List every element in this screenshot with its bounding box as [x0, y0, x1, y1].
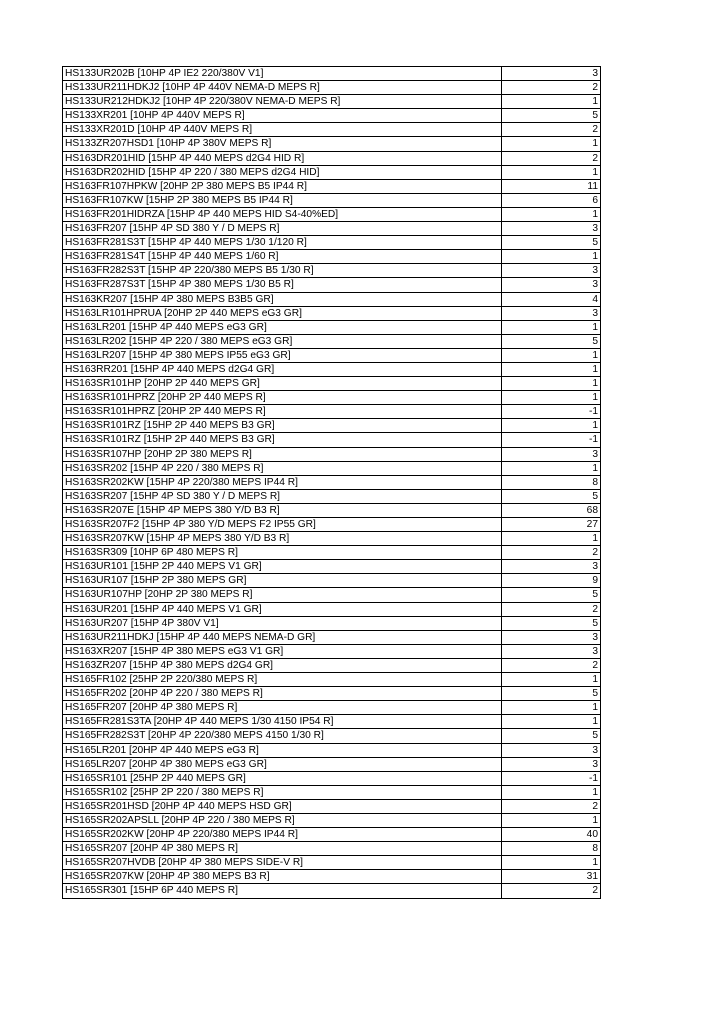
table-row	[63, 123, 601, 137]
quantity-cell: 1	[502, 715, 601, 729]
table-row	[63, 870, 601, 884]
table-row	[63, 334, 601, 348]
product-description-cell: HS163FR287S3T [15HP 4P 380 MEPS 1/30 B5 R]	[63, 278, 502, 292]
table-row	[63, 405, 601, 419]
quantity-cell: 1	[502, 320, 601, 334]
product-description-cell: HS163FR107KW [15HP 2P 380 MEPS B5 IP44 R]	[63, 193, 502, 207]
quantity-cell: 3	[502, 743, 601, 757]
quantity-cell: 5	[502, 588, 601, 602]
table-row	[63, 207, 601, 221]
quantity-cell: 1	[502, 137, 601, 151]
quantity-cell: 2	[502, 602, 601, 616]
table-row	[63, 546, 601, 560]
product-description-cell: HS163SR309 [10HP 6P 480 MEPS R]	[63, 546, 502, 560]
product-description-cell: HS163FR207 [15HP 4P SD 380 Y / D MEPS R]	[63, 222, 502, 236]
quantity-cell: 9	[502, 574, 601, 588]
product-description-cell: HS163FR281S3T [15HP 4P 440 MEPS 1/30 1/120 R]	[63, 236, 502, 250]
quantity-cell: 1	[502, 419, 601, 433]
product-description-cell: HS163ZR207 [15HP 4P 380 MEPS d2G4 GR]	[63, 658, 502, 672]
product-description-cell: HS163LR207 [15HP 4P 380 MEPS IP55 eG3 GR]	[63, 348, 502, 362]
table-row	[63, 588, 601, 602]
product-description-cell: HS165SR101 [25HP 2P 440 MEPS GR]	[63, 771, 502, 785]
table-row	[63, 701, 601, 715]
quantity-cell: 1	[502, 348, 601, 362]
table-row	[63, 715, 601, 729]
quantity-cell: 1	[502, 362, 601, 376]
product-description-cell: HS163KR207 [15HP 4P 380 MEPS B3B5 GR]	[63, 292, 502, 306]
table-row	[63, 193, 601, 207]
quantity-cell: 5	[502, 334, 601, 348]
table-row	[63, 785, 601, 799]
table-row	[63, 320, 601, 334]
product-description-cell: HS163SR101RZ [15HP 2P 440 MEPS B3 GR]	[63, 419, 502, 433]
quantity-cell: 31	[502, 870, 601, 884]
quantity-cell: 5	[502, 687, 601, 701]
table-row	[63, 362, 601, 376]
table-row	[63, 81, 601, 95]
product-description-cell: HS165SR207HVDB [20HP 4P 380 MEPS SIDE-V R]	[63, 856, 502, 870]
table-row	[63, 250, 601, 264]
product-description-cell: HS163LR202 [15HP 4P 220 / 380 MEPS eG3 GR]	[63, 334, 502, 348]
product-description-cell: HS163UR211HDKJ [15HP 4P 440 MEPS NEMA-D GR]	[63, 630, 502, 644]
quantity-cell: -1	[502, 405, 601, 419]
product-description-cell: HS163LR101HPRUA [20HP 2P 440 MEPS eG3 GR]	[63, 306, 502, 320]
quantity-cell: 27	[502, 518, 601, 532]
product-description-cell: HS163SR207 [15HP 4P SD 380 Y / D MEPS R]	[63, 489, 502, 503]
quantity-cell: 5	[502, 729, 601, 743]
table-row	[63, 433, 601, 447]
quantity-cell: 1	[502, 207, 601, 221]
quantity-cell: 2	[502, 799, 601, 813]
product-description-cell: HS165LR201 [20HP 4P 440 MEPS eG3 R]	[63, 743, 502, 757]
product-description-cell: HS163SR101HPRZ [20HP 2P 440 MEPS R]	[63, 391, 502, 405]
table-row	[63, 856, 601, 870]
product-description-cell: HS163LR201 [15HP 4P 440 MEPS eG3 GR]	[63, 320, 502, 334]
product-description-cell: HS163XR207 [15HP 4P 380 MEPS eG3 V1 GR]	[63, 644, 502, 658]
product-description-cell: HS163SR207KW [15HP 4P MEPS 380 Y/D B3 R]	[63, 532, 502, 546]
product-description-cell: HS163SR101RZ [15HP 2P 440 MEPS B3 GR]	[63, 433, 502, 447]
table-row	[63, 489, 601, 503]
quantity-cell: 3	[502, 306, 601, 320]
product-description-cell: HS163UR107HP [20HP 2P 380 MEPS R]	[63, 588, 502, 602]
table-row	[63, 842, 601, 856]
quantity-cell: 5	[502, 489, 601, 503]
product-description-cell: HS165SR202APSLL [20HP 4P 220 / 380 MEPS R]	[63, 813, 502, 827]
product-description-cell: HS163FR282S3T [15HP 4P 220/380 MEPS B5 1/30 R]	[63, 264, 502, 278]
quantity-cell: 1	[502, 165, 601, 179]
table-row	[63, 348, 601, 362]
quantity-cell: 3	[502, 278, 601, 292]
product-description-cell: HS163UR201 [15HP 4P 440 MEPS V1 GR]	[63, 602, 502, 616]
quantity-cell: 1	[502, 391, 601, 405]
quantity-cell: 1	[502, 701, 601, 715]
product-description-cell: HS163FR201HIDRZA [15HP 4P 440 MEPS HID S4-40%ED]	[63, 207, 502, 221]
quantity-cell: 40	[502, 828, 601, 842]
product-description-cell: HS163SR207F2 [15HP 4P 380 Y/D MEPS F2 IP55 GR]	[63, 518, 502, 532]
table-row	[63, 419, 601, 433]
table-row	[63, 165, 601, 179]
table-row	[63, 884, 601, 898]
quantity-cell: 5	[502, 236, 601, 250]
quantity-cell: -1	[502, 433, 601, 447]
table-row	[63, 743, 601, 757]
quantity-cell: 1	[502, 95, 601, 109]
quantity-cell: 3	[502, 757, 601, 771]
quantity-cell: 8	[502, 475, 601, 489]
table-row	[63, 602, 601, 616]
table-row	[63, 687, 601, 701]
product-description-cell: HS165SR102 [25HP 2P 220 / 380 MEPS R]	[63, 785, 502, 799]
quantity-cell: 2	[502, 151, 601, 165]
product-description-cell: HS163SR207E [15HP 4P MEPS 380 Y/D B3 R]	[63, 503, 502, 517]
quantity-cell: -1	[502, 771, 601, 785]
inventory-table	[62, 66, 601, 899]
table-row	[63, 771, 601, 785]
quantity-cell: 5	[502, 616, 601, 630]
quantity-cell: 1	[502, 856, 601, 870]
table-row	[63, 179, 601, 193]
quantity-cell: 4	[502, 292, 601, 306]
product-description-cell: HS165FR281S3TA [20HP 4P 440 MEPS 1/30 4150 IP54 R]	[63, 715, 502, 729]
quantity-cell: 3	[502, 222, 601, 236]
table-row	[63, 813, 601, 827]
product-description-cell: HS163SR202KW [15HP 4P 220/380 MEPS IP44 R]	[63, 475, 502, 489]
product-description-cell: HS163UR207 [15HP 4P 380V V1]	[63, 616, 502, 630]
table-row	[63, 729, 601, 743]
table-row	[63, 673, 601, 687]
product-description-cell: HS163UR107 [15HP 2P 380 MEPS GR]	[63, 574, 502, 588]
product-description-cell: HS165FR102 [25HP 2P 220/380 MEPS R]	[63, 673, 502, 687]
product-description-cell: HS163FR107HPKW [20HP 2P 380 MEPS B5 IP44 R]	[63, 179, 502, 193]
product-description-cell: HS165FR282S3T [20HP 4P 220/380 MEPS 4150 1/30 R]	[63, 729, 502, 743]
table-row	[63, 137, 601, 151]
quantity-cell: 8	[502, 842, 601, 856]
product-description-cell: HS163SR101HPRZ [20HP 2P 440 MEPS R]	[63, 405, 502, 419]
product-description-cell: HS163RR201 [15HP 4P 440 MEPS d2G4 GR]	[63, 362, 502, 376]
table-row	[63, 447, 601, 461]
table-row	[63, 264, 601, 278]
quantity-cell: 1	[502, 813, 601, 827]
quantity-cell: 2	[502, 658, 601, 672]
table-row	[63, 799, 601, 813]
quantity-cell: 6	[502, 193, 601, 207]
table-row	[63, 475, 601, 489]
quantity-cell: 2	[502, 884, 601, 898]
product-description-cell: HS163SR202 [15HP 4P 220 / 380 MEPS R]	[63, 461, 502, 475]
product-description-cell: HS165SR201HSD [20HP 4P 440 MEPS HSD GR]	[63, 799, 502, 813]
table-row	[63, 236, 601, 250]
product-description-cell: HS163FR281S4T [15HP 4P 440 MEPS 1/60 R]	[63, 250, 502, 264]
table-row	[63, 532, 601, 546]
table-row	[63, 278, 601, 292]
quantity-cell: 2	[502, 546, 601, 560]
quantity-cell: 3	[502, 447, 601, 461]
quantity-cell: 1	[502, 250, 601, 264]
table-row	[63, 644, 601, 658]
quantity-cell: 3	[502, 630, 601, 644]
table-row	[63, 616, 601, 630]
table-row	[63, 828, 601, 842]
table-row	[63, 151, 601, 165]
table-row	[63, 461, 601, 475]
product-description-cell: HS165LR207 [20HP 4P 380 MEPS eG3 GR]	[63, 757, 502, 771]
table-row	[63, 377, 601, 391]
table-row	[63, 757, 601, 771]
product-description-cell: HS163DR201HID [15HP 4P 440 MEPS d2G4 HID R]	[63, 151, 502, 165]
quantity-cell: 1	[502, 532, 601, 546]
quantity-cell: 2	[502, 123, 601, 137]
quantity-cell: 68	[502, 503, 601, 517]
quantity-cell: 3	[502, 644, 601, 658]
product-description-cell: HS133UR211HDKJ2 [10HP 4P 440V NEMA-D MEPS R]	[63, 81, 502, 95]
product-description-cell: HS165FR207 [20HP 4P 380 MEPS R]	[63, 701, 502, 715]
product-description-cell: HS165SR207KW [20HP 4P 380 MEPS B3 R]	[63, 870, 502, 884]
product-description-cell: HS133UR202B [10HP 4P IE2 220/380V V1]	[63, 67, 502, 81]
product-description-cell: HS165FR202 [20HP 4P 220 / 380 MEPS R]	[63, 687, 502, 701]
quantity-cell: 1	[502, 785, 601, 799]
table-row	[63, 222, 601, 236]
quantity-cell: 3	[502, 67, 601, 81]
product-description-cell: HS133XR201 [10HP 4P 440V MEPS R]	[63, 109, 502, 123]
table-row	[63, 109, 601, 123]
table-row	[63, 95, 601, 109]
quantity-cell: 5	[502, 109, 601, 123]
quantity-cell: 11	[502, 179, 601, 193]
quantity-cell: 3	[502, 264, 601, 278]
inventory-sheet	[62, 66, 600, 899]
table-row	[63, 306, 601, 320]
product-description-cell: HS133ZR207HSD1 [10HP 4P 380V MEPS R]	[63, 137, 502, 151]
table-row	[63, 518, 601, 532]
quantity-cell: 2	[502, 81, 601, 95]
table-row	[63, 658, 601, 672]
product-description-cell: HS165SR202KW [20HP 4P 220/380 MEPS IP44 R]	[63, 828, 502, 842]
product-description-cell: HS165SR207 [20HP 4P 380 MEPS R]	[63, 842, 502, 856]
product-description-cell: HS133UR212HDKJ2 [10HP 4P 220/380V NEMA-D MEPS R]	[63, 95, 502, 109]
table-row	[63, 560, 601, 574]
quantity-cell: 1	[502, 461, 601, 475]
table-row	[63, 574, 601, 588]
product-description-cell: HS163UR101 [15HP 2P 440 MEPS V1 GR]	[63, 560, 502, 574]
product-description-cell: HS133XR201D [10HP 4P 440V MEPS R]	[63, 123, 502, 137]
product-description-cell: HS165SR301 [15HP 6P 440 MEPS R]	[63, 884, 502, 898]
product-description-cell: HS163DR202HID [15HP 4P 220 / 380 MEPS d2G4 HID]	[63, 165, 502, 179]
quantity-cell: 1	[502, 673, 601, 687]
product-description-cell: HS163SR107HP [20HP 2P 380 MEPS R]	[63, 447, 502, 461]
product-description-cell: HS163SR101HP [20HP 2P 440 MEPS GR]	[63, 377, 502, 391]
inventory-table-body	[63, 67, 601, 899]
table-row	[63, 391, 601, 405]
table-row	[63, 292, 601, 306]
table-row	[63, 503, 601, 517]
table-row	[63, 67, 601, 81]
quantity-cell: 1	[502, 377, 601, 391]
table-row	[63, 630, 601, 644]
quantity-cell: 3	[502, 560, 601, 574]
